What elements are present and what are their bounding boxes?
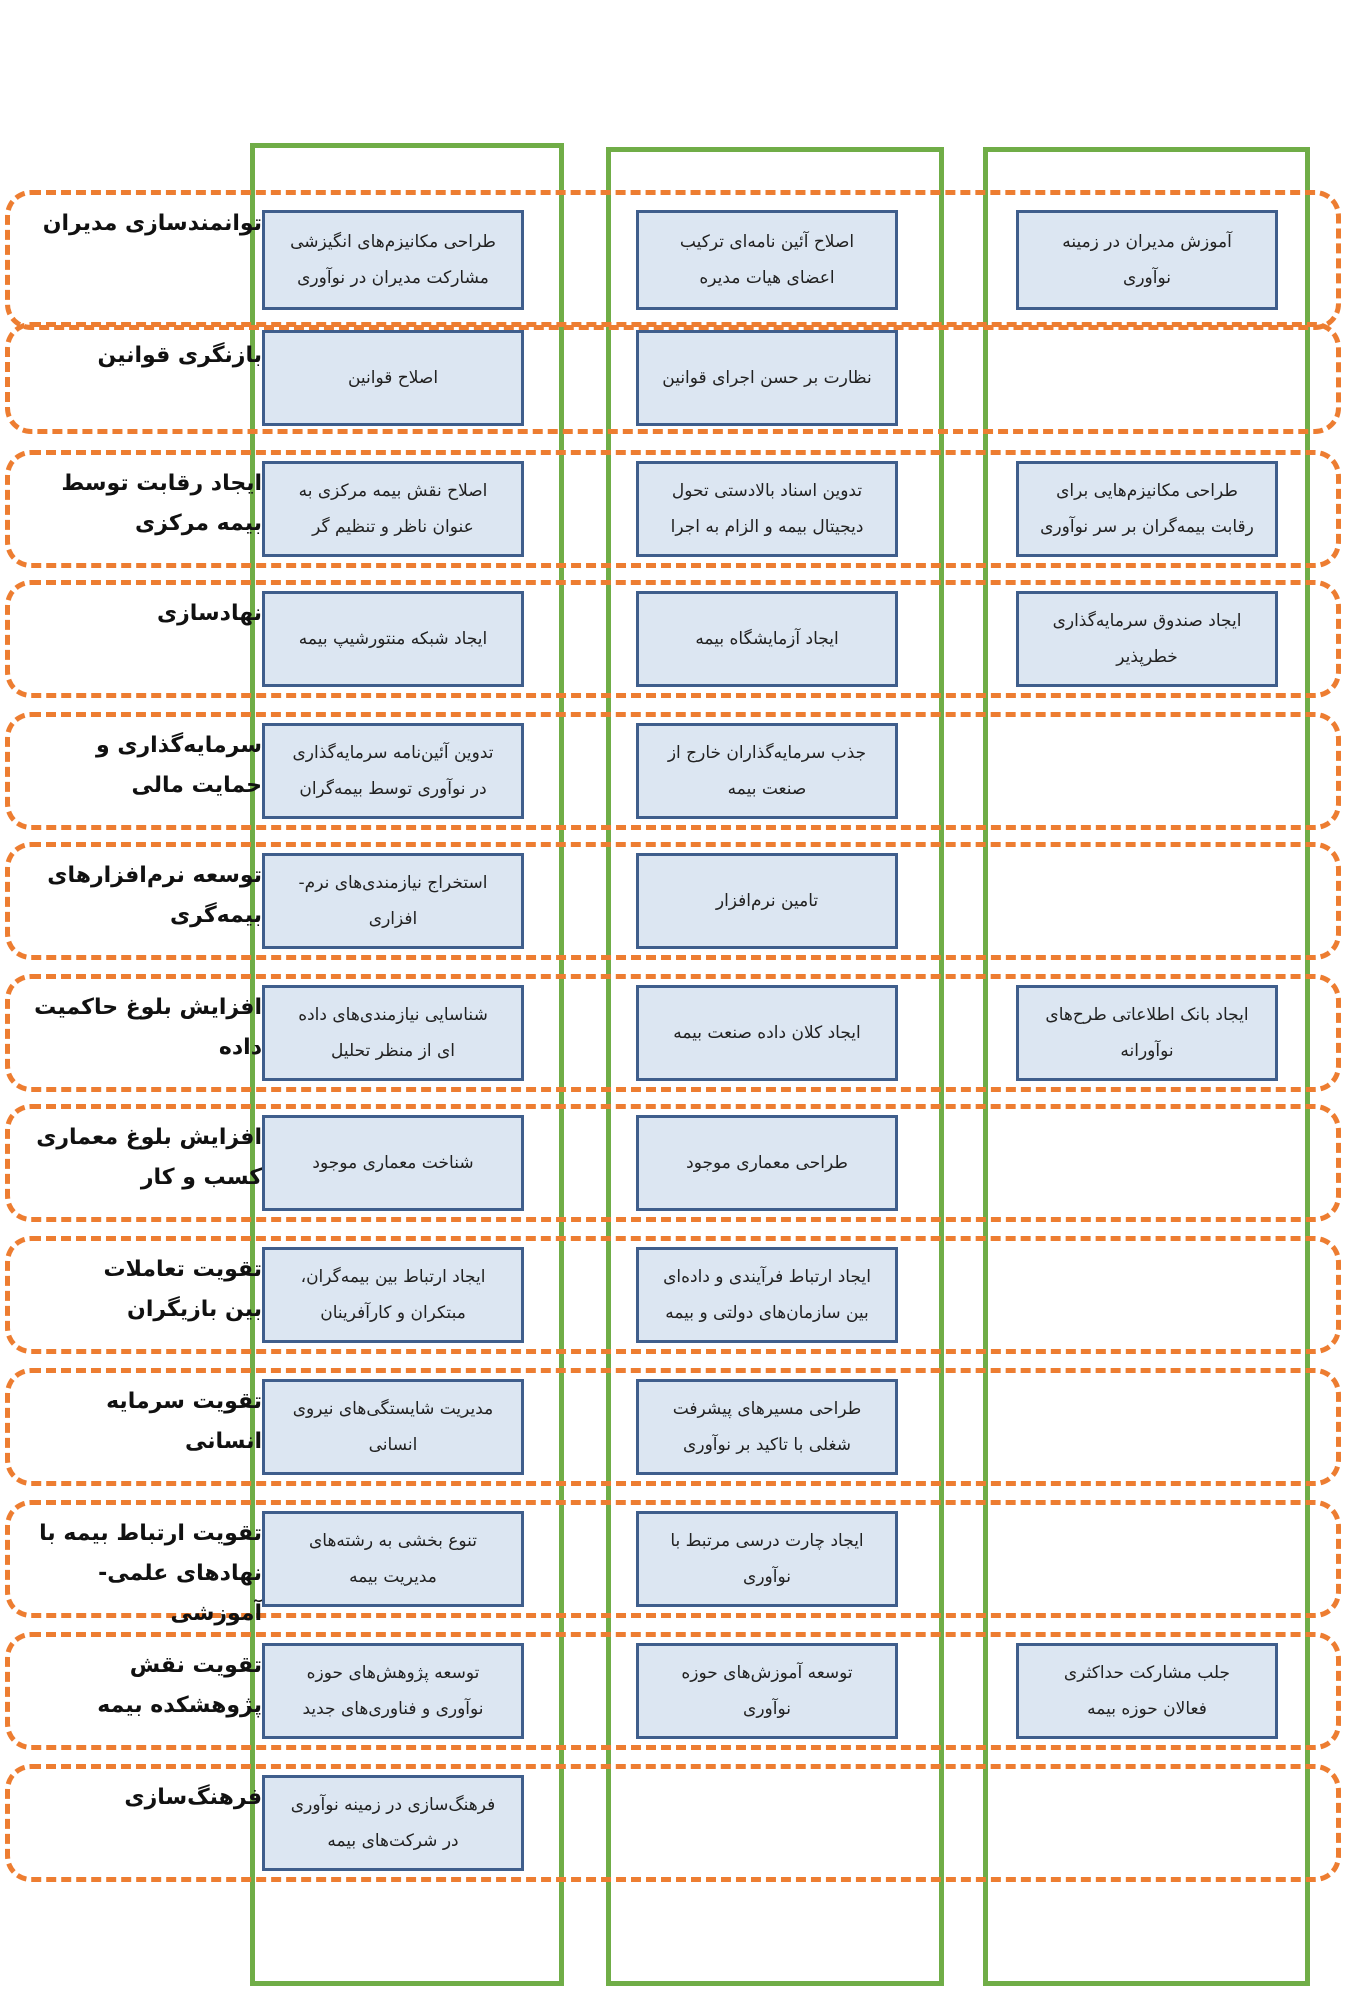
activity-box: ایجاد آزمایشگاه بیمه bbox=[636, 591, 898, 687]
activity-box: ایجاد چارت درسی مرتبط با نوآوری bbox=[636, 1511, 898, 1607]
activity-box: ایجاد بانک اطلاعاتی طرح‌های نوآورانه bbox=[1016, 985, 1278, 1081]
activity-box: شناخت معماری موجود bbox=[262, 1115, 524, 1211]
activity-box: تامین نرم‌افزار bbox=[636, 853, 898, 949]
activity-box: آموزش مدیران در زمینه نوآوری bbox=[1016, 210, 1278, 310]
activity-box: طراحی مکانیزم‌هایی برای رقابت بیمه‌گران بر سر نوآوری bbox=[1016, 461, 1278, 557]
row-title: توسعه نرم‌افزارهای بیمه‌گری bbox=[47, 863, 262, 928]
row-title: توانمندسازی مدیران bbox=[42, 211, 262, 236]
activity-box: توسعه آموزش‌های حوزه نوآوری bbox=[636, 1643, 898, 1739]
activity-box: تدوین آئین‌نامه سرمایه‌گذاری در نوآوری توسط بیمه‌گران bbox=[262, 723, 524, 819]
activity-box: ایجاد کلان داده صنعت بیمه bbox=[636, 985, 898, 1081]
row-title: سرمایه‌گذاری و حمایت مالی bbox=[95, 733, 262, 798]
activity-box: طراحی معماری موجود bbox=[636, 1115, 898, 1211]
activity-box: طراحی مکانیزم‌های انگیزشی مشارکت مدیران در نوآوری bbox=[262, 210, 524, 310]
row-title: افزایش بلوغ معماری کسب و کار bbox=[36, 1125, 262, 1190]
activity-box: جذب سرمایه‌گذاران خارج از صنعت بیمه bbox=[636, 723, 898, 819]
activity-box: اصلاح نقش بیمه مرکزی به عنوان ناظر و تنظیم گر bbox=[262, 461, 524, 557]
activity-box: شناسایی نیازمندی‌های داده ای از منظر تحلیل bbox=[262, 985, 524, 1081]
activity-box: مدیریت شایستگی‌های نیروی انسانی bbox=[262, 1379, 524, 1475]
activity-box: جلب مشارکت حداکثری فعالان حوزه بیمه bbox=[1016, 1643, 1278, 1739]
activity-box: ایجاد صندوق سرمایه‌گذاری خطرپذیر bbox=[1016, 591, 1278, 687]
activity-box: اصلاح قوانین bbox=[262, 330, 524, 426]
row-title: بازنگری قوانین bbox=[97, 343, 262, 368]
row-title: تقویت ارتباط بیمه با نهادهای علمی-آموزشی bbox=[39, 1521, 262, 1626]
row-title: تقویت نقش پژوهشکده بیمه bbox=[97, 1653, 262, 1718]
row-title: نهادسازی bbox=[156, 601, 262, 626]
activity-box: تنوع بخشی به رشته‌های مدیریت بیمه bbox=[262, 1511, 524, 1607]
row-title: افزایش بلوغ حاکمیت داده bbox=[34, 995, 262, 1060]
activity-box: استخراج نیازمندی‌های نرم- افزاری bbox=[262, 853, 524, 949]
activity-box: فرهنگ‌سازی در زمینه نوآوری در شرکت‌های بیمه bbox=[262, 1775, 524, 1871]
activity-box: ایجاد ارتباط بین بیمه‌گران، مبتکران و کارآفرینان bbox=[262, 1247, 524, 1343]
activity-box: طراحی مسیرهای پیشرفت شغلی با تاکید بر نوآوری bbox=[636, 1379, 898, 1475]
activity-box: ایجاد ارتباط فرآیندی و داده‌ای بین سازمان‌های دولتی و بیمه bbox=[636, 1247, 898, 1343]
activity-box: تدوین اسناد بالادستی تحول دیجیتال بیمه و الزام به اجرا bbox=[636, 461, 898, 557]
row-title: تقویت سرمایه انسانی bbox=[106, 1389, 262, 1454]
activity-box: اصلاح آئین نامه‌ای ترکیب اعضای هیات مدیره bbox=[636, 210, 898, 310]
activity-box: نظارت بر حسن اجرای قوانین bbox=[636, 330, 898, 426]
activity-box: ایجاد شبکه منتورشیپ بیمه bbox=[262, 591, 524, 687]
row-title: ایجاد رقابت توسط بیمه مرکزی bbox=[61, 471, 262, 536]
row-title: فرهنگ‌سازی bbox=[124, 1785, 262, 1810]
activity-box: توسعه پژوهش‌های حوزه نوآوری و فناوری‌های جدید bbox=[262, 1643, 524, 1739]
row-title: تقویت تعاملات بین بازیگران bbox=[103, 1257, 262, 1322]
